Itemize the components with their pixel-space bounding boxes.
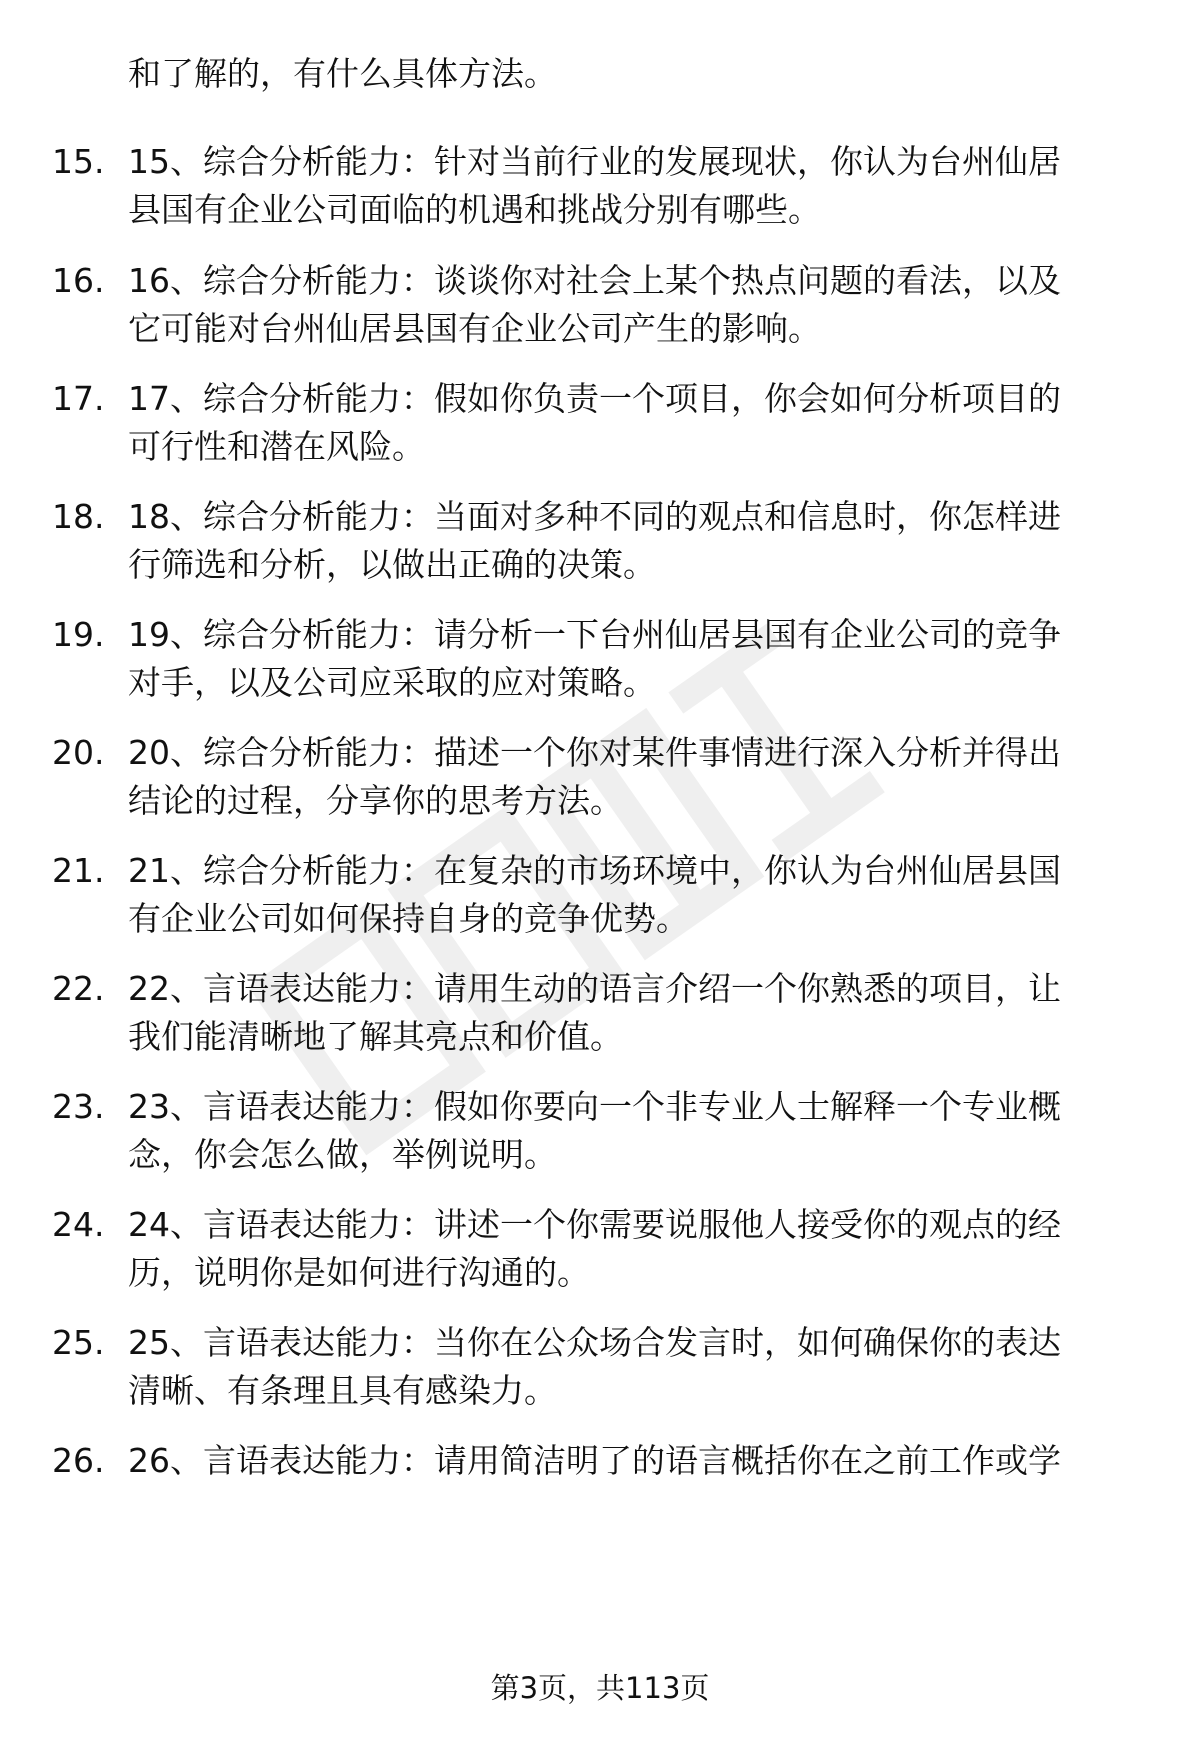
item-number: 22.: [52, 969, 105, 1008]
item-text: [128, 138, 1146, 234]
item-number: 24.: [52, 1205, 105, 1244]
item-text: [128, 493, 1146, 589]
item-number: 16.: [52, 261, 105, 300]
item-text: [128, 1083, 1146, 1179]
list-item: [0, 1437, 1200, 1537]
item-line: 行筛选和分析，以做出正确的决策。: [128, 545, 656, 584]
item-line: 它可能对台州仙居县国有企业公司产生的影响。: [128, 309, 821, 348]
page-footer: 第3页，共113页: [490, 1671, 710, 1705]
continuation-text: 和了解的，有什么具体方法。: [128, 54, 557, 93]
item-text: [128, 1319, 1146, 1415]
item-number: 21.: [52, 851, 105, 890]
item-number: 17.: [52, 379, 105, 418]
item-line: 对手，以及公司应采取的应对策略。: [128, 663, 656, 702]
item-line: 县国有企业公司面临的机遇和挑战分别有哪些。: [128, 190, 821, 229]
item-line: 22、言语表达能力：请用生动的语言介绍一个你熟悉的项目，让: [128, 969, 1061, 1008]
item-text: [128, 375, 1146, 471]
list-item: [0, 493, 1200, 593]
list-item: [0, 847, 1200, 947]
item-line: 21、综合分析能力：在复杂的市场环境中，你认为台州仙居县国: [128, 851, 1061, 890]
item-line: 17、综合分析能力：假如你负责一个项目，你会如何分析项目的: [128, 379, 1061, 418]
item-line: 23、言语表达能力：假如你要向一个非专业人士解释一个专业概: [128, 1087, 1061, 1126]
item-number: 23.: [52, 1087, 105, 1126]
list-item: [0, 257, 1200, 357]
item-line: 结论的过程，分享你的思考方法。: [128, 781, 623, 820]
item-line: 我们能清晰地了解其亮点和价值。: [128, 1017, 623, 1056]
item-number: 20.: [52, 733, 105, 772]
list-item: [0, 375, 1200, 475]
item-text: [128, 1201, 1146, 1297]
item-number: 19.: [52, 615, 105, 654]
item-line: 18、综合分析能力：当面对多种不同的观点和信息时，你怎样进: [128, 497, 1061, 536]
item-number: 25.: [52, 1323, 105, 1362]
item-text: [128, 965, 1146, 1061]
item-line: 清晰、有条理且具有感染力。: [128, 1371, 557, 1410]
item-text: [128, 611, 1146, 707]
list-item: [0, 729, 1200, 829]
item-text: [128, 257, 1146, 353]
item-number: 26.: [52, 1441, 105, 1480]
item-line: 16、综合分析能力：谈谈你对社会上某个热点问题的看法，以及: [128, 261, 1061, 300]
list-item: [0, 1083, 1200, 1183]
item-text: [128, 1437, 1146, 1485]
item-line: 历，说明你是如何进行沟通的。: [128, 1253, 590, 1292]
item-text: [128, 729, 1146, 825]
list-item: [0, 965, 1200, 1065]
item-line: 可行性和潜在风险。: [128, 427, 425, 466]
item-line: 有企业公司如何保持自身的竞争优势。: [128, 899, 689, 938]
list-item: [0, 1319, 1200, 1419]
list-item: [0, 138, 1200, 238]
item-number: 18.: [52, 497, 105, 536]
item-text: [128, 847, 1146, 943]
item-line: 20、综合分析能力：描述一个你对某件事情进行深入分析并得出: [128, 733, 1061, 772]
list-item: [0, 1201, 1200, 1301]
item-line: 念，你会怎么做，举例说明。: [128, 1135, 557, 1174]
item-line: 19、综合分析能力：请分析一下台州仙居县国有企业公司的竞争: [128, 615, 1061, 654]
item-line: 25、言语表达能力：当你在公众场合发言时，如何确保你的表达: [128, 1323, 1061, 1362]
item-line: 24、言语表达能力：讲述一个你需要说服他人接受你的观点的经: [128, 1205, 1061, 1244]
item-line: 15、综合分析能力：针对当前行业的发展现状，你认为台州仙居: [128, 142, 1061, 181]
item-line: 26、言语表达能力：请用简洁明了的语言概括你在之前工作或学: [128, 1441, 1061, 1480]
list-item: [0, 611, 1200, 711]
item-number: 15.: [52, 142, 105, 181]
